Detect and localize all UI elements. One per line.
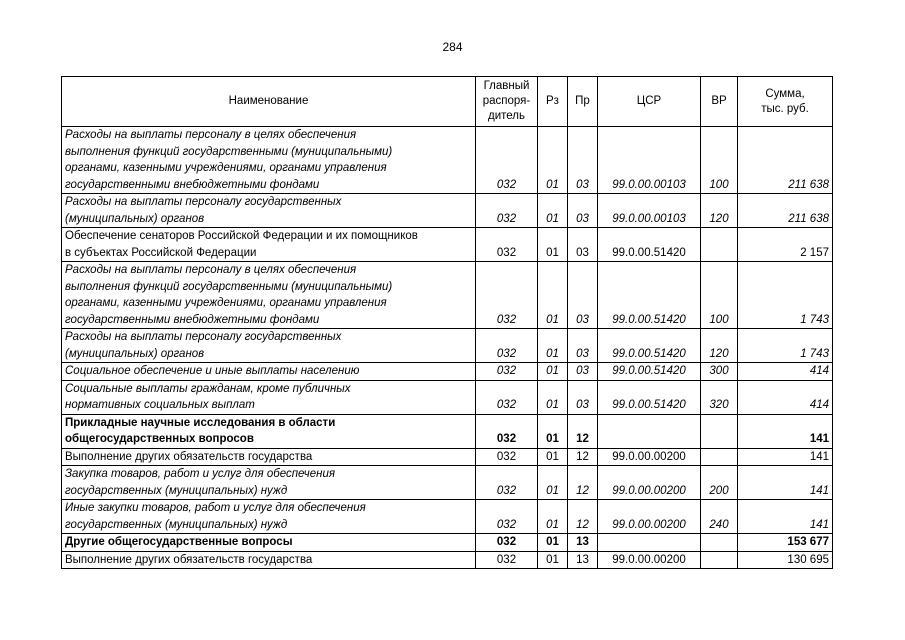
cell-section: 01 <box>538 414 568 448</box>
cell-name: Другие общегосударственные вопросы <box>62 534 476 552</box>
cell-expense-type: 200 <box>701 466 738 500</box>
cell-amount: 211 638 <box>738 127 833 194</box>
cell-target-article: 99.0.00.00103 <box>598 194 701 228</box>
cell-amount: 211 638 <box>738 194 833 228</box>
table-row <box>62 380 833 414</box>
cell-expense-type: 120 <box>701 194 738 228</box>
cell-target-article: 99.0.00.00200 <box>598 466 701 500</box>
cell-target-article: 99.0.00.51420 <box>598 262 701 329</box>
cell-section: 01 <box>538 329 568 363</box>
cell-subsection: 03 <box>568 194 598 228</box>
table-row <box>62 363 833 381</box>
cell-chief-manager: 032 <box>476 414 538 448</box>
cell-target-article: 99.0.00.00200 <box>598 448 701 466</box>
header-section: Рз <box>538 77 568 127</box>
cell-section: 01 <box>538 194 568 228</box>
cell-amount: 1 743 <box>738 262 833 329</box>
cell-chief-manager: 032 <box>476 448 538 466</box>
cell-target-article: 99.0.00.51420 <box>598 363 701 381</box>
cell-chief-manager: 032 <box>476 363 538 381</box>
cell-expense-type: 120 <box>701 329 738 363</box>
cell-subsection: 12 <box>568 500 598 534</box>
table-row <box>62 329 833 363</box>
cell-target-article: 99.0.00.51420 <box>598 228 701 262</box>
cell-section: 01 <box>538 380 568 414</box>
cell-expense-type <box>701 534 738 552</box>
table-row <box>62 228 833 262</box>
cell-name: Выполнение других обязательств государства <box>62 551 476 569</box>
cell-expense-type <box>701 448 738 466</box>
header-amount: Сумма, тыс. руб. <box>738 77 833 127</box>
header-expense-type: ВР <box>701 77 738 127</box>
cell-expense-type: 240 <box>701 500 738 534</box>
cell-name: Расходы на выплаты персоналу в целях обеспечения выполнения функций государственными (муниципальными) органами, казенными учреждениями, органами управления государственными внебюджетными фондами <box>62 262 476 329</box>
cell-name: Расходы на выплаты персоналу государственных (муниципальных) органов <box>62 329 476 363</box>
cell-name: Закупка товаров, работ и услуг для обеспечения государственных (муниципальных) нужд <box>62 466 476 500</box>
table-row <box>62 500 833 534</box>
header-target-article: ЦСР <box>598 77 701 127</box>
cell-subsection: 13 <box>568 551 598 569</box>
cell-subsection: 03 <box>568 363 598 381</box>
table-row <box>62 551 833 569</box>
cell-expense-type: 320 <box>701 380 738 414</box>
cell-name: Расходы на выплаты персоналу государственных (муниципальных) органов <box>62 194 476 228</box>
cell-expense-type <box>701 414 738 448</box>
cell-expense-type: 100 <box>701 262 738 329</box>
cell-amount: 141 <box>738 414 833 448</box>
cell-amount: 414 <box>738 363 833 381</box>
cell-subsection: 03 <box>568 380 598 414</box>
cell-chief-manager: 032 <box>476 127 538 194</box>
cell-chief-manager: 032 <box>476 228 538 262</box>
cell-amount: 141 <box>738 466 833 500</box>
cell-chief-manager: 032 <box>476 262 538 329</box>
cell-section: 01 <box>538 448 568 466</box>
cell-subsection: 03 <box>568 228 598 262</box>
cell-target-article <box>598 534 701 552</box>
cell-chief-manager: 032 <box>476 194 538 228</box>
cell-amount: 130 695 <box>738 551 833 569</box>
cell-expense-type <box>701 228 738 262</box>
cell-subsection: 13 <box>568 534 598 552</box>
header-name: Наименование <box>62 77 476 127</box>
cell-name: Обеспечение сенаторов Российской Федерации и их помощников в субъектах Российской Федерации <box>62 228 476 262</box>
cell-chief-manager: 032 <box>476 466 538 500</box>
cell-target-article: 99.0.00.51420 <box>598 380 701 414</box>
header-chief-manager: Главный распоря- дитель <box>476 77 538 127</box>
cell-chief-manager: 032 <box>476 329 538 363</box>
cell-expense-type: 300 <box>701 363 738 381</box>
cell-target-article: 99.0.00.51420 <box>598 329 701 363</box>
cell-section: 01 <box>538 228 568 262</box>
cell-target-article: 99.0.00.00200 <box>598 551 701 569</box>
cell-name: Расходы на выплаты персоналу в целях обеспечения выполнения функций государственными (муниципальными) органами, казенными учреждениями, органами управления государственными внебюджетными фондами <box>62 127 476 194</box>
cell-chief-manager: 032 <box>476 551 538 569</box>
cell-target-article: 99.0.00.00103 <box>598 127 701 194</box>
table-row <box>62 414 833 448</box>
table-row <box>62 466 833 500</box>
cell-name: Выполнение других обязательств государства <box>62 448 476 466</box>
cell-chief-manager: 032 <box>476 380 538 414</box>
cell-name: Социальные выплаты гражданам, кроме публичных нормативных социальных выплат <box>62 380 476 414</box>
page-number: 284 <box>442 40 463 54</box>
cell-chief-manager: 032 <box>476 500 538 534</box>
table-row <box>62 448 833 466</box>
cell-target-article: 99.0.00.00200 <box>598 500 701 534</box>
cell-amount: 2 157 <box>738 228 833 262</box>
budget-table <box>61 76 833 569</box>
cell-expense-type <box>701 551 738 569</box>
table-header-row <box>62 77 833 127</box>
cell-expense-type: 100 <box>701 127 738 194</box>
cell-section: 01 <box>538 534 568 552</box>
cell-subsection: 03 <box>568 262 598 329</box>
cell-subsection: 12 <box>568 466 598 500</box>
table-row <box>62 262 833 329</box>
cell-amount: 141 <box>738 448 833 466</box>
header-subsection: Пр <box>568 77 598 127</box>
cell-name: Прикладные научные исследования в области общегосударственных вопросов <box>62 414 476 448</box>
cell-section: 01 <box>538 466 568 500</box>
cell-target-article <box>598 414 701 448</box>
table-row <box>62 194 833 228</box>
cell-section: 01 <box>538 551 568 569</box>
cell-subsection: 03 <box>568 127 598 194</box>
cell-section: 01 <box>538 363 568 381</box>
cell-name: Иные закупки товаров, работ и услуг для обеспечения государственных (муниципальных) нужд <box>62 500 476 534</box>
cell-subsection: 12 <box>568 414 598 448</box>
cell-subsection: 03 <box>568 329 598 363</box>
cell-amount: 1 743 <box>738 329 833 363</box>
cell-section: 01 <box>538 127 568 194</box>
cell-amount: 141 <box>738 500 833 534</box>
cell-name: Социальное обеспечение и иные выплаты населению <box>62 363 476 381</box>
table-row <box>62 127 833 194</box>
cell-section: 01 <box>538 262 568 329</box>
table-row <box>62 534 833 552</box>
cell-section: 01 <box>538 500 568 534</box>
cell-chief-manager: 032 <box>476 534 538 552</box>
cell-amount: 153 677 <box>738 534 833 552</box>
cell-amount: 414 <box>738 380 833 414</box>
cell-subsection: 12 <box>568 448 598 466</box>
